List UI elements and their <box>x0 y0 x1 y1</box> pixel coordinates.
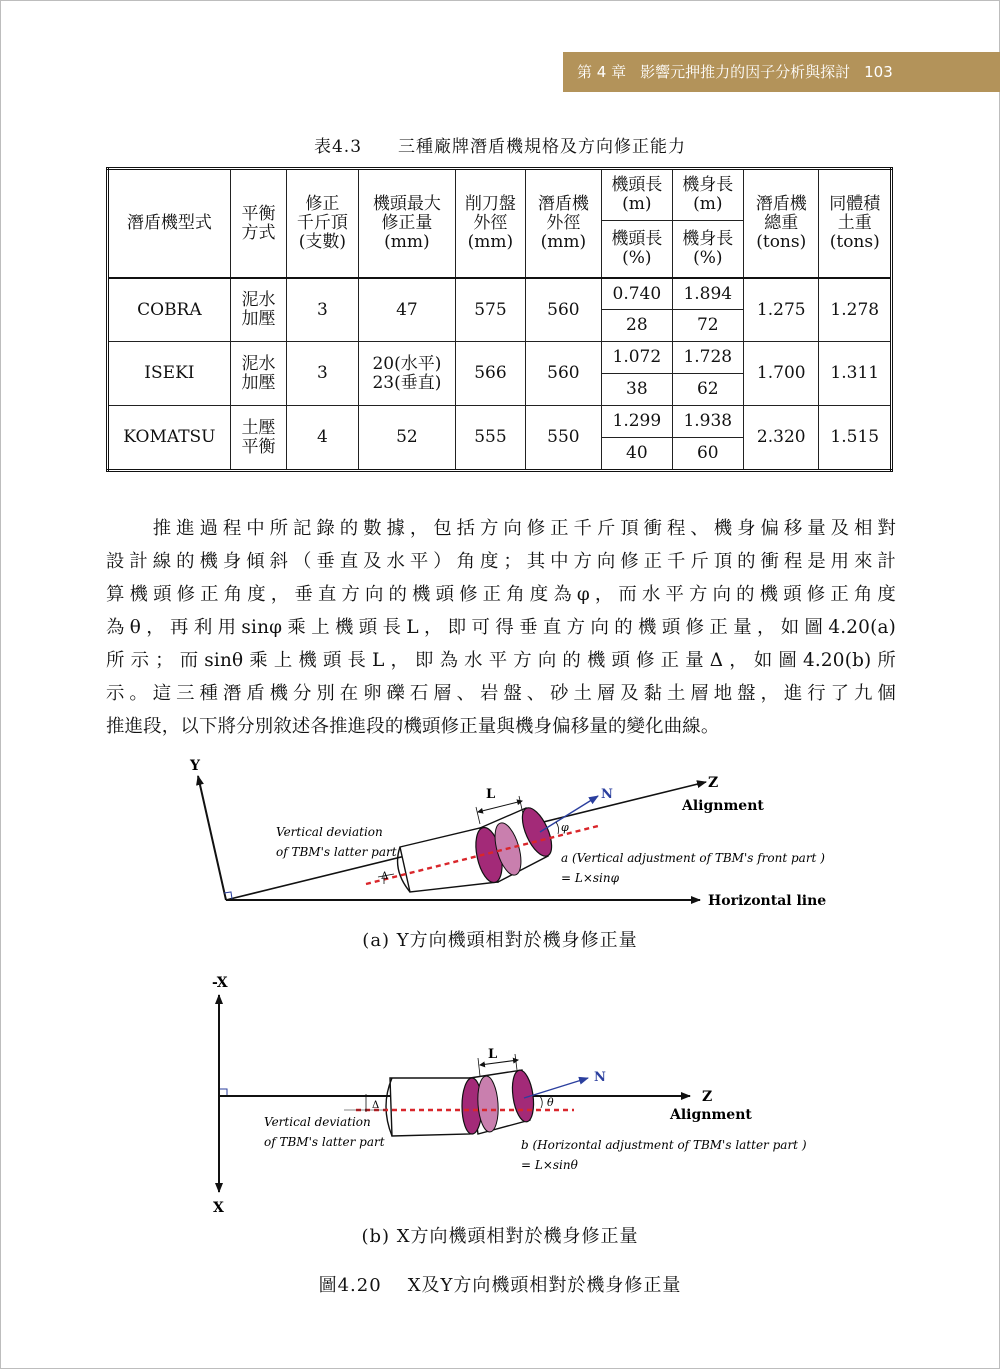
body-line: 算機頭修正角度，垂直方向的機頭修正角度為φ，而水平方向的機頭修正角度 <box>106 584 896 605</box>
header-jacks: 修正 千斤頂 (支數) <box>287 169 358 279</box>
body-paragraph <box>106 513 896 744</box>
cell-head-length-m: 0.740 <box>602 278 672 310</box>
cell-head-length-m: 1.072 <box>602 342 672 374</box>
figure-caption <box>0 1271 1000 1297</box>
cell-body-length-m: 1.938 <box>672 406 743 438</box>
cell-model: KOMATSU <box>108 406 231 471</box>
cell-weight: 1.275 <box>744 278 819 342</box>
cell-head-length-m: 1.299 <box>602 406 672 438</box>
cell-max-correction: 20(水平) 23(垂直) <box>358 342 456 406</box>
cell-body-length-pct: 72 <box>672 310 743 342</box>
cell-head-length-pct: 40 <box>602 438 672 471</box>
theta-label: θ <box>547 1096 554 1109</box>
delta-label: Δ <box>372 1100 380 1111</box>
tbm-body <box>390 1078 470 1136</box>
horizontal-line-label: Horizontal line <box>708 893 827 909</box>
cell-soil: 1.515 <box>819 406 892 471</box>
figure-a-caption: (a) Y方向機頭相對於機身修正量 <box>362 930 638 951</box>
header-cutter-od: 削刀盤 外徑 (mm) <box>456 169 525 279</box>
table-number: 表4.3 <box>313 137 363 157</box>
x-axis-label: X <box>213 1200 224 1216</box>
spec-table <box>106 167 893 472</box>
body-line: 所示；而sinθ乘上機頭長L，即為水平方向的機頭修正量Δ，如圖4.20(b)所 <box>106 650 896 671</box>
chapter-label: 第 4 章 <box>577 63 627 81</box>
adjustment-label: a (Vertical adjustment of TBM's front part ) <box>561 851 825 865</box>
header-head-length-pct: 機頭長 (%) <box>602 221 672 279</box>
latter-part-label: of TBM's latter part <box>264 1135 385 1149</box>
cell-body-length-pct: 62 <box>672 374 743 406</box>
cell-jacks: 3 <box>287 278 358 342</box>
page-number: 103 <box>864 63 893 81</box>
length-label: L <box>486 787 496 802</box>
neg-x-axis-label: -X <box>212 975 228 991</box>
cell-cutter-od: 575 <box>456 278 525 342</box>
cell-jacks: 3 <box>287 342 358 406</box>
alignment-label: Alignment <box>682 798 764 814</box>
figure-number: 圖4.20 <box>318 1275 382 1296</box>
cell-cutter-od: 566 <box>456 342 525 406</box>
phi-label: φ <box>561 821 569 834</box>
y-axis-label: Y <box>190 758 200 774</box>
cell-head-length-pct: 28 <box>602 310 672 342</box>
cell-shield-od: 550 <box>525 406 601 471</box>
alignment-label: Alignment <box>670 1107 752 1123</box>
z-axis-label: Z <box>702 1089 713 1105</box>
table-caption-text: 三種廠牌潛盾機規格及方向修正能力 <box>398 137 687 157</box>
cell-max-correction: 47 <box>358 278 456 342</box>
z-axis-label: Z <box>708 775 719 791</box>
table-row <box>108 278 892 310</box>
adjustment-formula: = L×sinθ <box>521 1158 578 1172</box>
adjustment-label: b (Horizontal adjustment of TBM's latter part ) <box>521 1138 807 1152</box>
chapter-title: 影響元押推力的因子分析與探討 <box>640 63 851 81</box>
cell-balance: 泥水 加壓 <box>230 278 286 342</box>
cell-head-length-pct: 38 <box>602 374 672 406</box>
figure-a-diagram <box>0 752 1000 922</box>
cell-jacks: 4 <box>287 406 358 471</box>
cell-shield-od: 560 <box>525 278 601 342</box>
body-line: 推進過程中所記錄的數據，包括方向修正千斤頂衝程、機身偏移量及相對 <box>106 518 896 539</box>
cell-weight: 1.700 <box>744 342 819 406</box>
cell-max-correction: 52 <box>358 406 456 471</box>
figure-b-caption: (b) X方向機頭相對於機身修正量 <box>361 1226 639 1247</box>
normal-arrow <box>540 796 598 832</box>
table-row <box>108 406 892 438</box>
figure-b-diagram <box>0 968 1000 1218</box>
normal-label: N <box>594 1070 606 1085</box>
cell-soil: 1.278 <box>819 278 892 342</box>
body-line: 設計線的機身傾斜（垂直及水平）角度；其中方向修正千斤頂的衝程是用來計 <box>106 551 896 572</box>
figure-caption-text: X及Y方向機頭相對於機身修正量 <box>407 1275 682 1296</box>
table-caption <box>0 132 1000 157</box>
table-row <box>108 342 892 374</box>
length-label: L <box>488 1047 498 1062</box>
header-max-correction: 機頭最大 修正量 (mm) <box>358 169 456 279</box>
vertical-deviation-label: Vertical deviation <box>264 1115 371 1129</box>
delta-label: Δ <box>381 871 389 882</box>
vertical-deviation-label: Vertical deviation <box>276 825 383 839</box>
cell-model: ISEKI <box>108 342 231 406</box>
body-line: 為θ，再利用sinφ乘上機頭長L，即可得垂直方向的機頭修正量，如圖4.20(a) <box>106 617 896 638</box>
cell-cutter-od: 555 <box>456 406 525 471</box>
normal-label: N <box>601 787 613 802</box>
header-soil: 同體積 土重 (tons) <box>819 169 892 279</box>
cell-shield-od: 560 <box>525 342 601 406</box>
header-balance: 平衡 方式 <box>230 169 286 279</box>
running-header <box>563 52 1000 92</box>
cell-body-length-m: 1.894 <box>672 278 743 310</box>
header-body-length-pct: 機身長 (%) <box>672 221 743 279</box>
cell-body-length-pct: 60 <box>672 438 743 471</box>
latter-part-label: of TBM's latter part <box>276 845 397 859</box>
header-model: 潛盾機型式 <box>108 169 231 279</box>
header-body-length-m: 機身長 (m) <box>672 169 743 221</box>
cell-body-length-m: 1.728 <box>672 342 743 374</box>
header-shield-od: 潛盾機 外徑 (mm) <box>525 169 601 279</box>
header-weight: 潛盾機 總重 (tons) <box>744 169 819 279</box>
cell-model: COBRA <box>108 278 231 342</box>
body-line: 示。這三種潛盾機分別在卵礫石層、岩盤、砂土層及黏土層地盤，進行了九個 <box>106 683 896 704</box>
adjustment-formula: = L×sinφ <box>561 871 620 885</box>
cell-soil: 1.311 <box>819 342 892 406</box>
cell-weight: 2.320 <box>744 406 819 471</box>
header-head-length-m: 機頭長 (m) <box>602 169 672 221</box>
body-line: 推進段，以下將分別敘述各推進段的機頭修正量與機身偏移量的變化曲線。 <box>106 716 720 737</box>
cell-balance: 泥水 加壓 <box>230 342 286 406</box>
cell-balance: 土壓 平衡 <box>230 406 286 471</box>
y-axis-line <box>198 776 226 900</box>
